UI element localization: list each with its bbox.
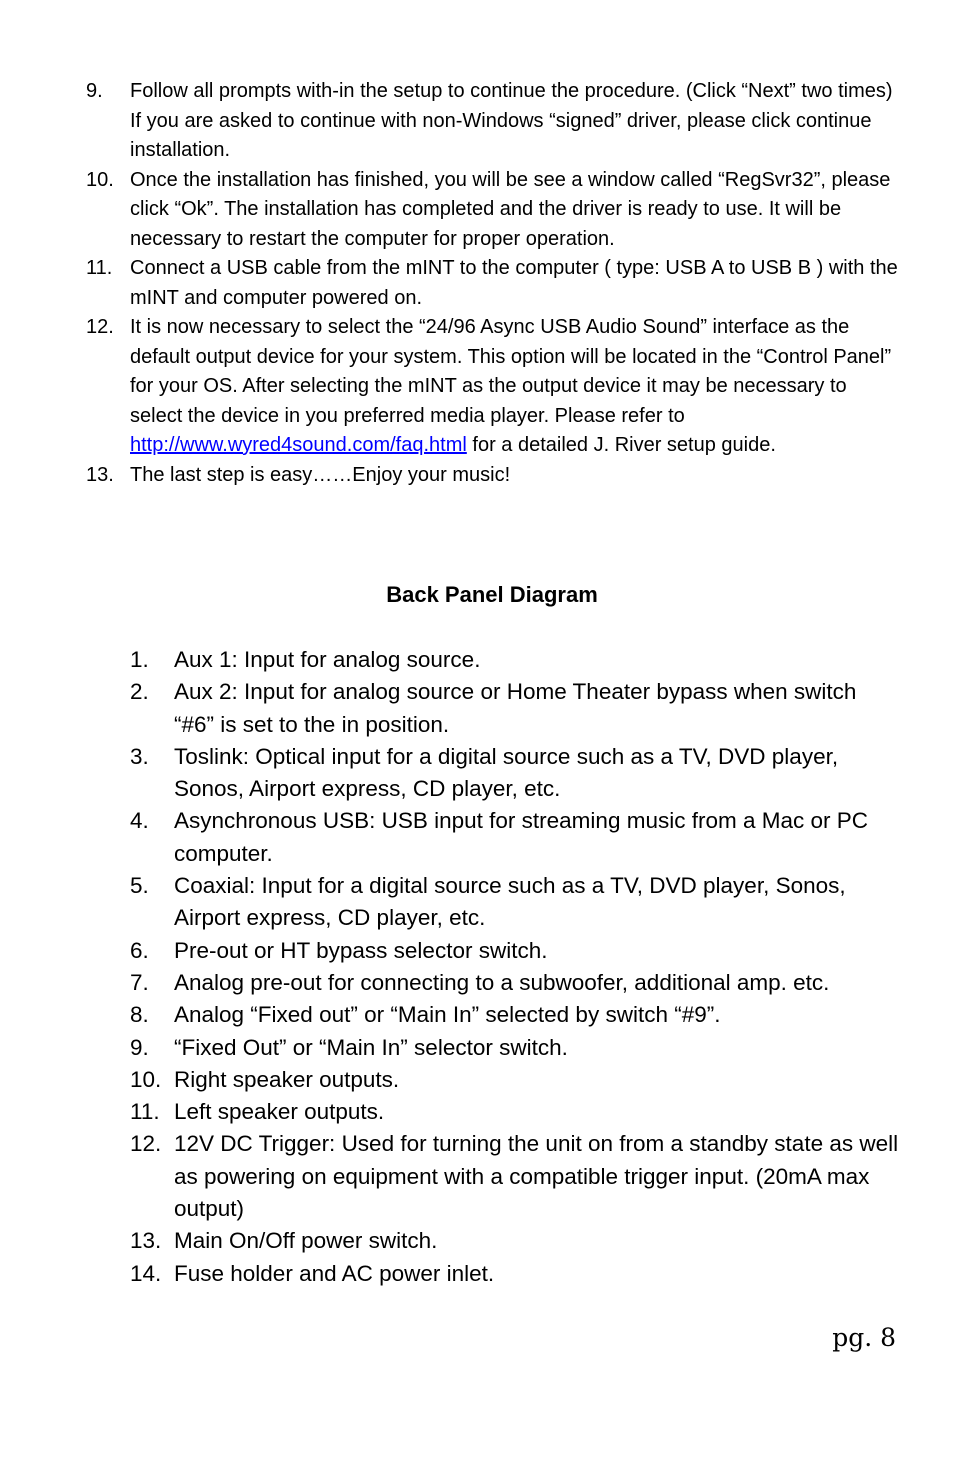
- list-item-number: 2.: [130, 679, 149, 705]
- list-item-number: 7.: [130, 969, 149, 995]
- list-item: [130, 1096, 900, 1128]
- list-item: [86, 77, 898, 166]
- installation-steps-list: [86, 77, 898, 490]
- list-item: [130, 805, 900, 870]
- list-item-text: [130, 313, 898, 461]
- list-item-text: Analog pre-out for connecting to a subwoofer, additional amp. etc.: [174, 969, 830, 995]
- list-item: [86, 461, 898, 491]
- list-item-number: 5.: [130, 873, 149, 899]
- list-item-text: The last step is easy……Enjoy your music!: [130, 463, 511, 486]
- list-item-text: Aux 2: Input for analog source or Home Theater bypass when switch “#6” is set to the in position.: [174, 679, 857, 737]
- list-item: [86, 313, 898, 461]
- list-item: [86, 254, 898, 313]
- list-item-text: Fuse holder and AC power inlet.: [174, 1260, 495, 1286]
- list-item-text: Pre-out or HT bypass selector switch.: [174, 937, 548, 963]
- list-item: [130, 644, 900, 676]
- list-item-text: Main On/Off power switch.: [174, 1228, 438, 1254]
- section-heading: Back Panel Diagram: [386, 582, 598, 607]
- list-item-number: 3.: [130, 743, 149, 769]
- list-item-text: Right speaker outputs.: [174, 1066, 400, 1092]
- list-item-number: 10.: [130, 1066, 162, 1092]
- list-item: [130, 935, 900, 967]
- list-item-text: Left speaker outputs.: [174, 1099, 385, 1125]
- list-item-number: 8.: [130, 1002, 149, 1028]
- list-item-number: 10.: [86, 168, 114, 191]
- list-item-number: 14.: [130, 1260, 162, 1286]
- faq-link[interactable]: http://www.wyred4sound.com/faq.html: [130, 434, 467, 456]
- list-item-text: Aux 1: Input for analog source.: [174, 647, 481, 672]
- list-item-number: 11.: [130, 1099, 160, 1125]
- list-item: [130, 999, 900, 1031]
- list-item-number: 12.: [130, 1131, 162, 1157]
- list-item-number: 13.: [86, 463, 114, 486]
- list-item-text: Once the installation has finished, you will be see a window called “RegSvr32”, please click “Ok”. The installation has completed and the driver is ready to use. It will be necessary to restart the computer for proper operation.: [130, 168, 891, 250]
- list-item: [130, 1225, 900, 1257]
- list-item-text: Toslink: Optical input for a digital source such as a TV, DVD player, Sonos, Airport express, CD player, etc.: [174, 743, 839, 802]
- list-item-number: 13.: [130, 1228, 162, 1254]
- list-item-text: “Fixed Out” or “Main In” selector switch.: [174, 1034, 568, 1060]
- list-item: [130, 1258, 900, 1290]
- list-item-text-after-link: for a detailed J. River setup guide.: [466, 434, 776, 456]
- back-panel-items-list: [130, 644, 900, 1290]
- page-number: pg. 8: [832, 1323, 896, 1352]
- list-item-number: 11.: [86, 257, 113, 279]
- list-item: [130, 1128, 900, 1225]
- list-item: [130, 676, 900, 741]
- list-item-text-before-link: It is now necessary to select the “24/96 Async USB Audio Sound” interface as the default output device for your system. This option will be located in the “Control Panel” for your OS. After selecting the mINT as the output device it may be necessary to select the device in you preferred media player. Please refer to: [130, 316, 892, 427]
- list-item-text: Analog “Fixed out” or “Main In” selected by switch “#9”.: [174, 1002, 721, 1028]
- list-item-number: 1.: [130, 647, 149, 672]
- list-item: [130, 1064, 900, 1096]
- list-item-text: 12V DC Trigger: Used for turning the unit on from a standby state as well as powering on equipment with a compatible trigger input. (20mA max output): [174, 1131, 899, 1222]
- list-item-number: 4.: [130, 808, 149, 834]
- list-item-number: 6.: [130, 937, 149, 963]
- list-item-number: 9.: [86, 80, 103, 102]
- list-item: [130, 870, 900, 935]
- list-item-text: Coaxial: Input for a digital source such as a TV, DVD player, Sonos, Airport express, CD player, etc.: [174, 873, 846, 931]
- list-item-text: Follow all prompts with-in the setup to continue the procedure. (Click “Next” two times) If you are asked to continue with non-Windows “signed” driver, please click continue installation.: [130, 80, 893, 161]
- list-item-number: 12.: [86, 316, 114, 338]
- list-item: [130, 741, 900, 806]
- list-item: [130, 967, 900, 999]
- list-item: [86, 166, 898, 255]
- list-item-text: Asynchronous USB: USB input for streaming music from a Mac or PC computer.: [174, 808, 868, 866]
- list-item: [130, 1032, 900, 1064]
- list-item-text: Connect a USB cable from the mINT to the computer ( type: USB A to USB B ) with the mINT and computer powered on.: [130, 257, 898, 309]
- list-item-number: 9.: [130, 1034, 149, 1060]
